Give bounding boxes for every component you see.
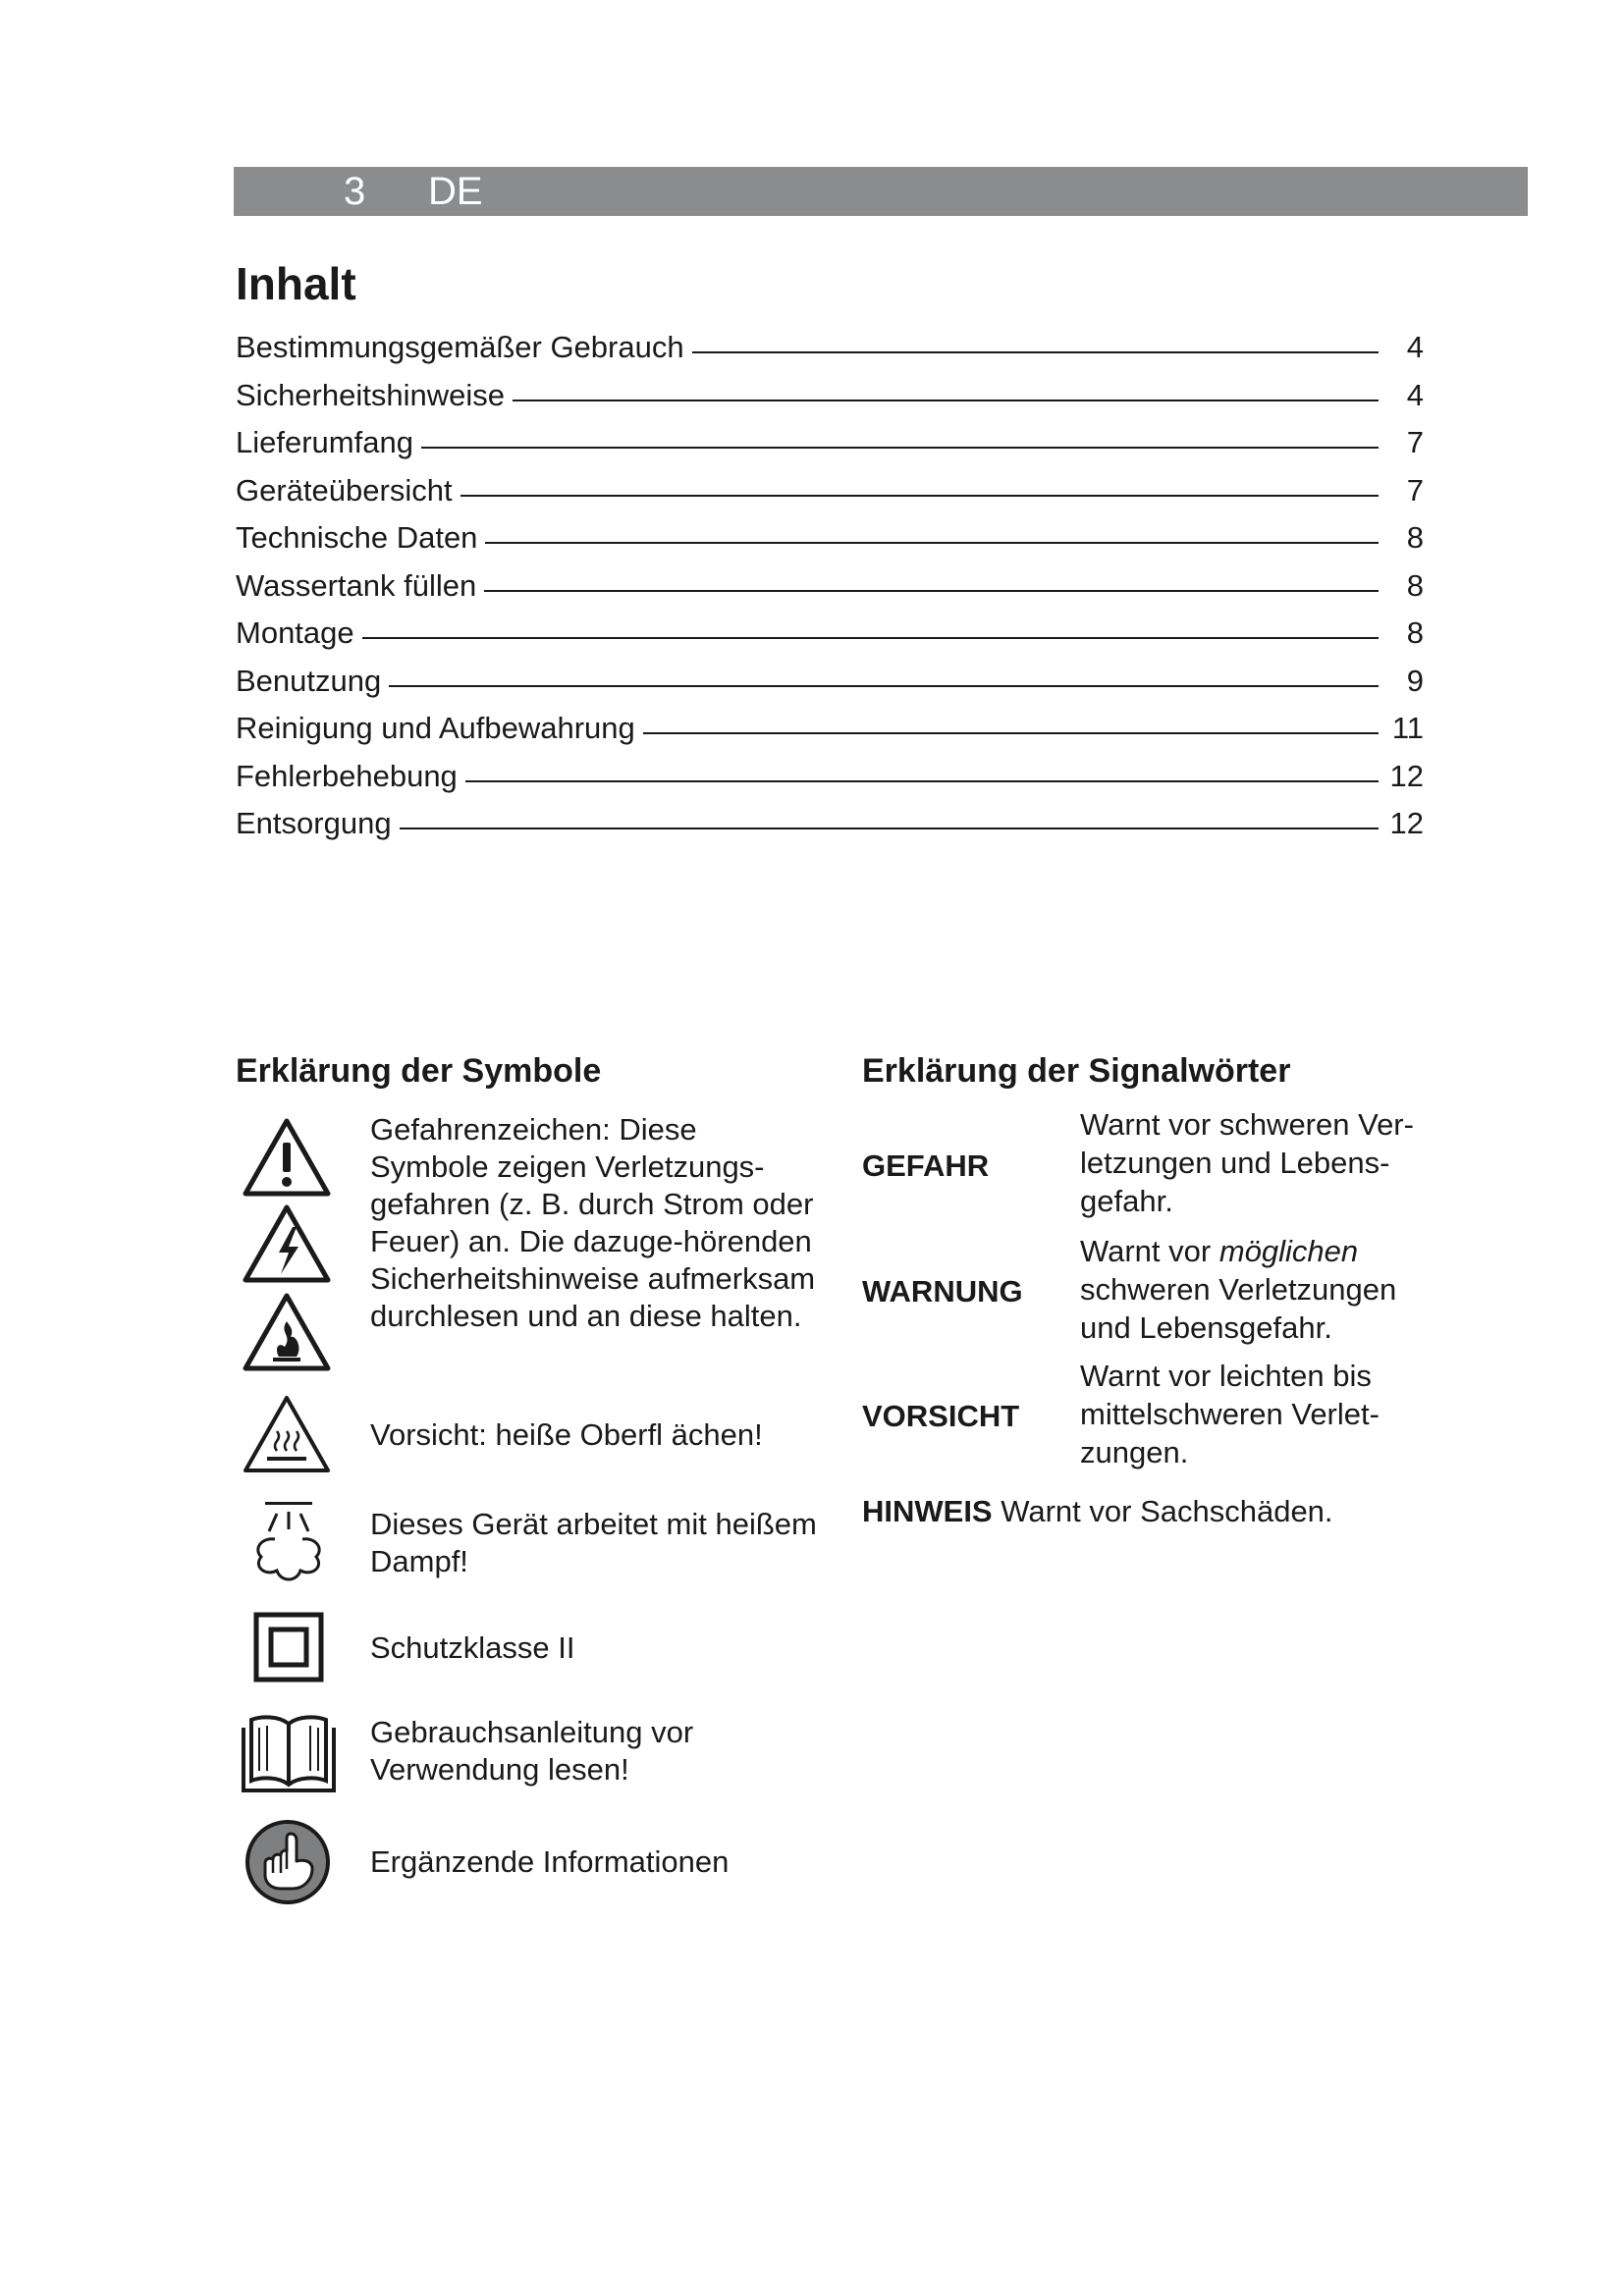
- toc-entry[interactable]: [236, 658, 1424, 706]
- symbol-description-danger: Gefahrenzeichen: Diese Symbole zeigen Verletzungs-gefahren (z. B. durch Strom oder Feuer) an. Die dazuge-hörenden Sicherheitshinweise aufmerksam durchlesen und an diese halten.: [370, 1112, 816, 1333]
- toc-leader: [513, 400, 1379, 401]
- toc-leader: [485, 542, 1379, 544]
- toc-leader: [643, 732, 1379, 734]
- signal-description-warnung-end: schweren Verletzungen und Lebensgefahr.: [1080, 1272, 1397, 1345]
- toc-entry-label: Lieferumfang: [236, 425, 413, 459]
- steam-icon: [247, 1500, 330, 1586]
- protection-class-ii-icon: [253, 1612, 324, 1682]
- toc-entry-page: 7: [1406, 425, 1424, 459]
- toc-entry-page: 8: [1406, 520, 1424, 555]
- toc-leader: [484, 590, 1379, 592]
- toc-entry-label: Entsorgung: [236, 806, 392, 840]
- signal-word-vorsicht: VORSICHT: [862, 1399, 1020, 1433]
- page-header-bar: [234, 167, 1528, 216]
- toc-entry-label: Technische Daten: [236, 520, 478, 555]
- toc-entry-label: Bestimmungsgemäßer Gebrauch: [236, 330, 684, 364]
- symbols-title: Erklärung der Symbole: [236, 1052, 602, 1090]
- toc-entry-label: Geräteübersicht: [236, 472, 453, 507]
- toc-entry[interactable]: [236, 753, 1424, 801]
- signal-description-gefahr: Warnt vor schweren Ver-letzungen und Lebens-gefahr.: [1080, 1107, 1414, 1218]
- toc-entry[interactable]: [236, 324, 1424, 372]
- toc-entry-label: Montage: [236, 615, 354, 650]
- toc-leader: [460, 495, 1379, 497]
- hot-surface-icon: [242, 1394, 332, 1474]
- toc-entry-label: Wassertank füllen: [236, 567, 477, 603]
- toc-entry-label: Sicherheitshinweise: [236, 377, 505, 412]
- toc-entry[interactable]: [236, 514, 1424, 562]
- toc-entry[interactable]: [236, 562, 1424, 611]
- toc-entry[interactable]: [236, 800, 1424, 848]
- toc-leader: [400, 828, 1379, 829]
- signal-description-hinweis: Warnt vor Sachschäden.: [1001, 1494, 1333, 1528]
- toc-entry[interactable]: [236, 705, 1424, 753]
- toc-entry-label: Fehlerbehebung: [236, 758, 458, 793]
- signal-row-hinweis: [862, 1492, 1333, 1530]
- toc-entry-page: 4: [1406, 377, 1424, 412]
- toc-entry[interactable]: [236, 467, 1424, 515]
- hand-info-icon: [244, 1818, 332, 1906]
- toc-leader: [421, 447, 1379, 449]
- signal-description-warnung-emphasis: möglichen: [1218, 1234, 1359, 1268]
- toc-leader: [389, 685, 1379, 687]
- toc-entry-page: 12: [1389, 806, 1424, 840]
- signal-words-title: Erklärung der Signalwörter: [862, 1052, 1291, 1090]
- toc-entry[interactable]: [236, 610, 1424, 658]
- signal-description-warnung-start: Warnt vor: [1080, 1234, 1219, 1268]
- toc-entry-page: 8: [1406, 567, 1424, 603]
- signal-word-warnung: WARNUNG: [862, 1274, 1023, 1308]
- toc-entry-page: 9: [1406, 663, 1424, 698]
- signal-word-hinweis: HINWEIS: [862, 1494, 993, 1528]
- toc-entry-page: 12: [1389, 758, 1424, 793]
- toc-entry[interactable]: [236, 372, 1424, 420]
- signal-description-warnung: [1080, 1232, 1453, 1347]
- toc-entry-page: 11: [1391, 711, 1424, 745]
- table-of-contents: [236, 324, 1424, 848]
- toc-entry-page: 4: [1406, 330, 1424, 364]
- toc-entry[interactable]: [236, 419, 1424, 467]
- signal-description-vorsicht: Warnt vor leichten bis mittelschweren Verlet-zungen.: [1080, 1359, 1380, 1469]
- symbol-description-info: Ergänzende Informationen: [370, 1844, 730, 1879]
- toc-title: Inhalt: [236, 258, 356, 309]
- signal-word-gefahr: GEFAHR: [862, 1148, 990, 1183]
- toc-leader: [465, 780, 1379, 782]
- toc-leader: [692, 351, 1379, 353]
- warning-triangle-icon: [242, 1117, 332, 1198]
- page-number: 3: [344, 170, 366, 213]
- language-code: DE: [428, 170, 483, 213]
- toc-entry-page: 7: [1406, 472, 1424, 507]
- toc-entry-label: Benutzung: [236, 663, 382, 698]
- manual-book-icon: [240, 1712, 338, 1794]
- toc-entry-label: Reinigung und Aufbewahrung: [236, 711, 635, 745]
- toc-entry-page: 8: [1406, 615, 1424, 650]
- symbol-description-steam: Dieses Gerät arbeitet mit heißem Dampf!: [370, 1507, 817, 1578]
- toc-leader: [362, 637, 1379, 639]
- symbol-description-hot-surface: Vorsicht: heiße Oberfl ächen!: [370, 1417, 763, 1452]
- electric-shock-icon: [242, 1203, 332, 1284]
- fire-hazard-icon: [242, 1292, 332, 1372]
- symbol-description-protection-class: Schutzklasse II: [370, 1630, 575, 1665]
- symbol-description-manual: Gebrauchsanleitung vor Verwendung lesen!: [370, 1715, 694, 1787]
